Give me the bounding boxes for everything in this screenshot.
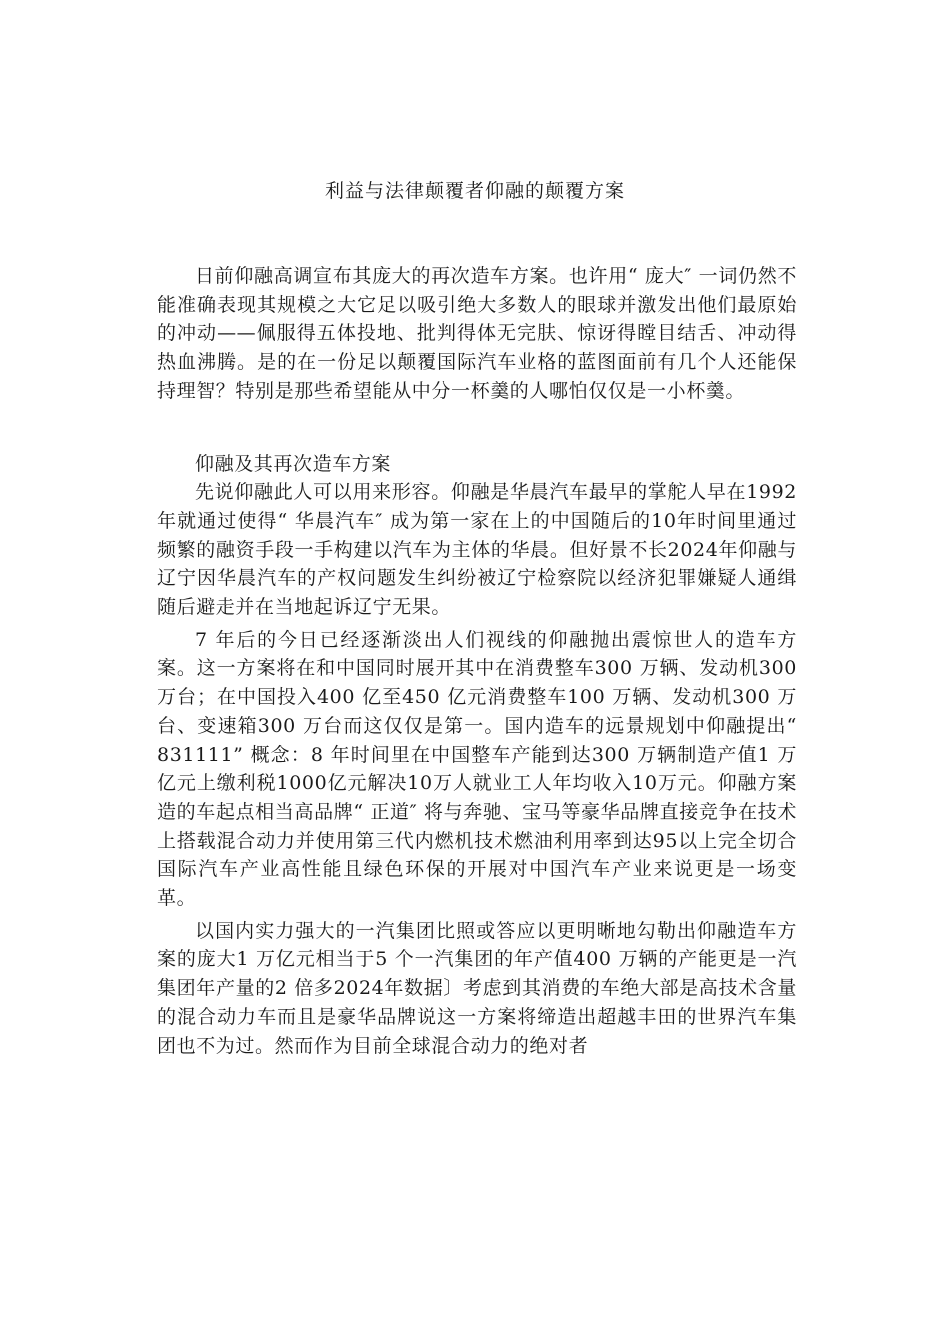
document-body — [157, 262, 797, 1060]
body-paragraph: 先说仰融此人可以用来形容。仰融是华晨汽车最早的掌舵人早在1992年就通过使得“ 华晨汽车″ 成为第一家在上的中国随后的10年时间里通过频繁的融资手段一手构建以汽车为主体的华晨。但好景不长2024年仰融与辽宁因华晨汽车的产权问题发生纠纷被辽宁检察院以经济犯罪嫌疑人通缉随后避走并在当地起诉辽宁无果。 — [157, 481, 797, 619]
section-heading: 仰融及其再次造车方案 — [195, 452, 392, 475]
body-paragraph: 以国内实力强大的一汽集团比照或答应以更明晰地勾勒出仰融造车方案的庞大1 万亿元相当于5 个一汽集团的年产值400 万辆的产能更是一汽集团年产量的2 倍多2024年数据〕考虑到其消费的车绝大部是高技术含量的混合动力车而且是豪华品牌说这一方案将缔造出超越丰田的世界汽车集团也不为过。然而作为目前全球混合动力的绝对者 — [157, 919, 797, 1057]
body-paragraph: 7 年后的今日已经逐渐淡出人们视线的仰融抛出震惊世人的造车方案。这一方案将在和中国同时展开其中在消费整车300 万辆、发动机300 万台；在中国投入400 亿至450 亿元消费整车100 万辆、发动机300 万台、变速箱300 万台而这仅仅是第一。国内造车的远景规划中仰融提出“ 831111” 概念：8 年时间里在中国整车产能到达300 万辆制造产值1 万亿元上缴利税1000亿元解决10万人就业工人年均收入10万元。仰融方案造的车起点相当高品牌“ 正道″ 将与奔驰、宝马等豪华品牌直接竞争在技术上搭载混合动力并使用第三代内燃机技术燃油利用率到达95以上完全切合国际汽车产业高性能且绿色环保的开展对中国汽车产业来说更是一场变革。 — [157, 628, 797, 910]
section-spacer — [157, 406, 797, 450]
document-title: 利益与法律颠覆者仰融的颠覆方案 — [324, 180, 625, 202]
intro-paragraph: 日前仰融高调宣布其庞大的再次造车方案。也许用“ 庞大″ 一词仍然不能准确表现其规模之大它足以吸引绝大多数人的眼球并激发出他们最原始的冲动——佩服得五体投地、批判得体无完肤、惊讶得瞠目结舌、冲动得热血沸腾。是的在一份足以颠覆国际汽车业格的蓝图面前有几个人还能保持理智？特别是那些希望能从中分一杯羹的人哪怕仅仅是一小杯羹。 — [157, 265, 797, 402]
